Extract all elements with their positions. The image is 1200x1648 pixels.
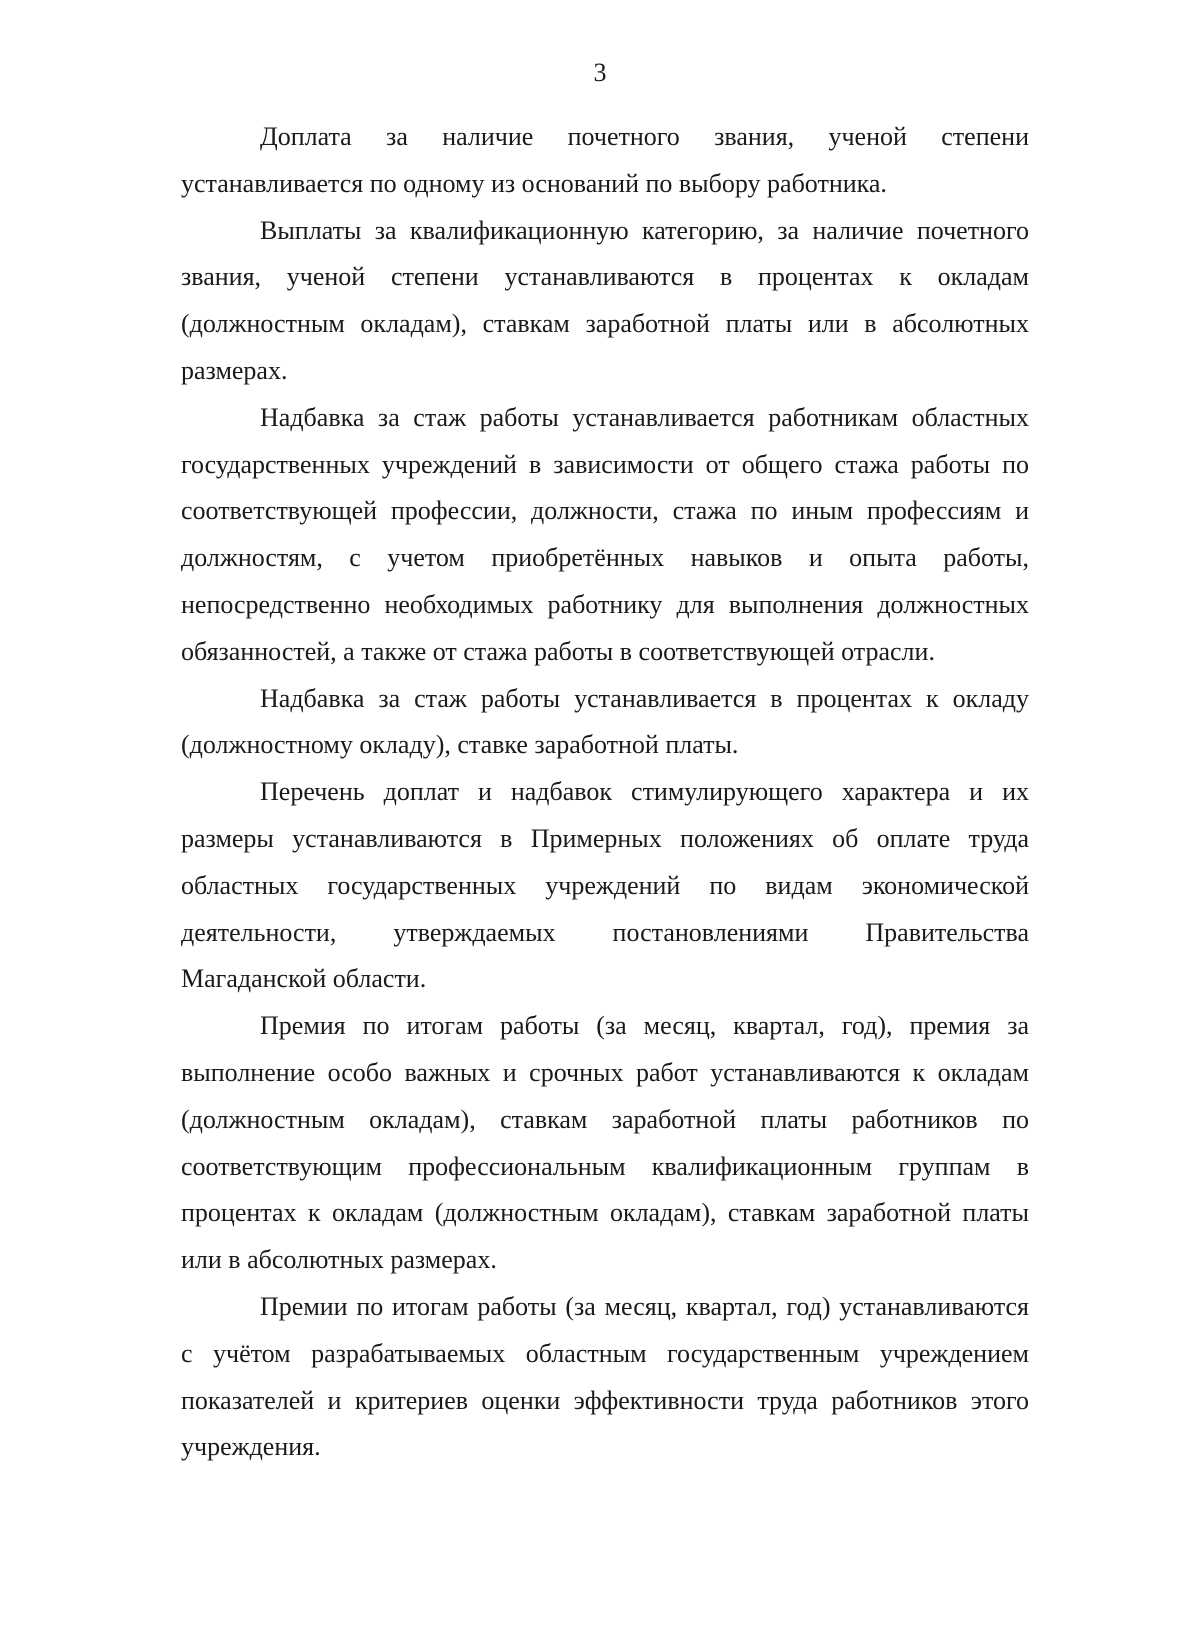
paragraph-bonus-criteria: Премии по итогам работы (за месяц, квартал, год) устанавливаются с учётом разрабатываемых областным государственным учреждением показателей и критериев оценки эффективности труда работников этого учреждения.: [181, 1291, 1029, 1462]
document-body: [181, 114, 1029, 1471]
paragraph-qualification-payments: Выплаты за квалификационную категорию, за наличие почетного звания, ученой степени устанавливаются в процентах к окладам (должностным окладам), ставкам заработной платы или в абсолютных размерах.: [181, 215, 1029, 385]
paragraph-seniority-bonus: Надбавка за стаж работы устанавливается работникам областных государственных учреждений в зависимости от общего стажа работы по соответствующей профессии, должности, стажа по иным профессиям и должностям, с учетом приобретённых навыков и опыта работы, непосредственно необходимых работнику для выполнения должностных обязанностей, а также от стажа работы в соответствующей отрасли.: [181, 402, 1029, 666]
paragraph-performance-bonus: Премия по итогам работы (за месяц, квартал, год), премия за выполнение особо важных и срочных работ устанавливаются к окладам (должностным окладам), ставкам заработной платы работников по соответствующим профессиональным квалификационным группам в процентах к окладам (должностным окладам), ставкам заработной платы или в абсолютных размерах.: [181, 1011, 1029, 1275]
paragraph-incentive-list: Перечень доплат и надбавок стимулирующего характера и их размеры устанавливаются в Примерных положениях об оплате труда областных государственных учреждений по видам экономической деятельности, утверждаемых постановлениями Правительства Магаданской области.: [181, 777, 1029, 994]
paragraph-seniority-bonus-percent: Надбавка за стаж работы устанавливается в процентах к окладу (должностному окладу), ставке заработной платы.: [181, 683, 1029, 760]
page-number: 3: [593, 58, 607, 87]
paragraph-honorary-title-allowance: Доплата за наличие почетного звания, ученой степени устанавливается по одному из оснований по выбору работника.: [181, 122, 1029, 198]
